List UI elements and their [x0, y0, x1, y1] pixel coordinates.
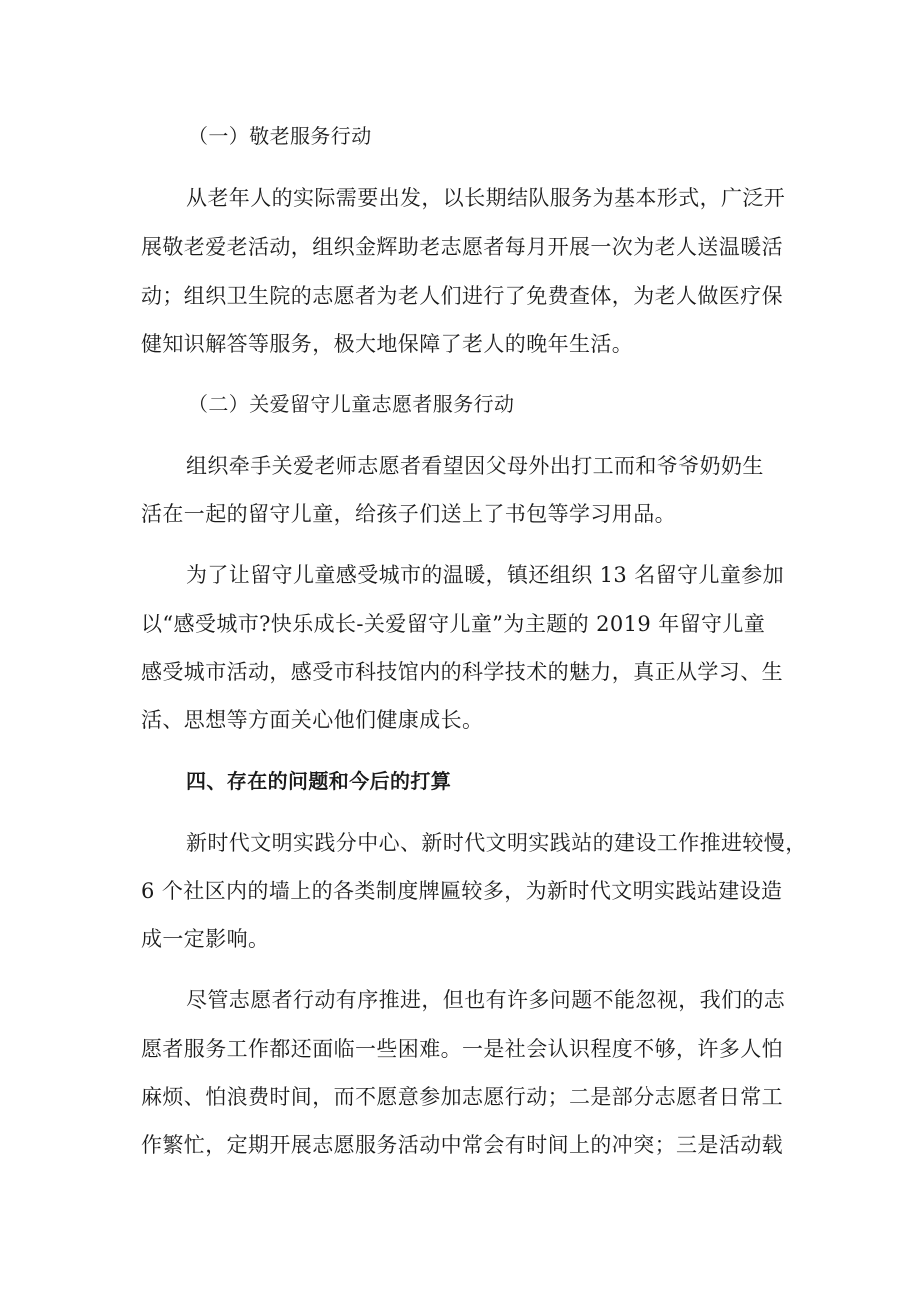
- paragraph-line: 活、思想等方面关心他们健康成长。: [141, 708, 484, 732]
- paragraph-line: 愿者服务工作都还面临一些困难。一是社会认识程度不够，许多人怕: [141, 1037, 783, 1061]
- section-heading-left-behind-children: （二）关爱留守儿童志愿者服务行动: [188, 392, 515, 416]
- paragraph-line: 麻烦、怕浪费时间，而不愿意参加志愿行动；二是部分志愿者日常工: [141, 1085, 783, 1109]
- section-heading-elderly-service: （一）敬老服务行动: [188, 124, 372, 148]
- paragraph-line: 尽管志愿者行动有序推进，但也有许多问题不能忽视，我们的志: [186, 988, 786, 1012]
- paragraph-line: 新时代文明实践分中心、新时代文明实践站的建设工作推进较慢，: [186, 831, 807, 855]
- paragraph-line: 活在一起的留守儿童，给孩子们送上了书包等学习用品。: [141, 502, 676, 526]
- paragraph-line: 从老年人的实际需要出发，以长期结队服务为基本形式，广泛开: [186, 186, 786, 210]
- paragraph-line: 展敬老爱老活动，组织金辉助老志愿者每月开展一次为老人送温暖活: [141, 235, 783, 259]
- paragraph-line: 成一定影响。: [141, 927, 270, 951]
- paragraph-line: 感受城市活动，感受市科技馆内的科学技术的魅力，真正从学习、生: [141, 660, 783, 684]
- paragraph-line: 动；组织卫生院的志愿者为老人们进行了免费查体，为老人做医疗保: [141, 284, 783, 308]
- paragraph-line: 作繁忙，定期开展志愿服务活动中常会有时间上的冲突；三是活动载: [141, 1133, 783, 1157]
- paragraph-line: 组织牵手关爱老师志愿者看望因父母外出打工而和爷爷奶奶生: [186, 454, 764, 478]
- paragraph-line: 为了让留守儿童感受城市的温暖，镇还组织 13 名留守儿童参加: [186, 563, 785, 587]
- paragraph-line: 健知识解答等服务，极大地保障了老人的晚年生活。: [141, 332, 634, 356]
- paragraph-line: 以“感受城市?快乐成长-关爱留守儿童”为主题的 2019 年留守儿童: [141, 612, 766, 636]
- section-heading-problems-and-plans: 四、存在的问题和今后的打算: [186, 769, 452, 793]
- paragraph-line: 6 个社区内的墙上的各类制度牌匾较多，为新时代文明实践站建设造: [141, 879, 783, 903]
